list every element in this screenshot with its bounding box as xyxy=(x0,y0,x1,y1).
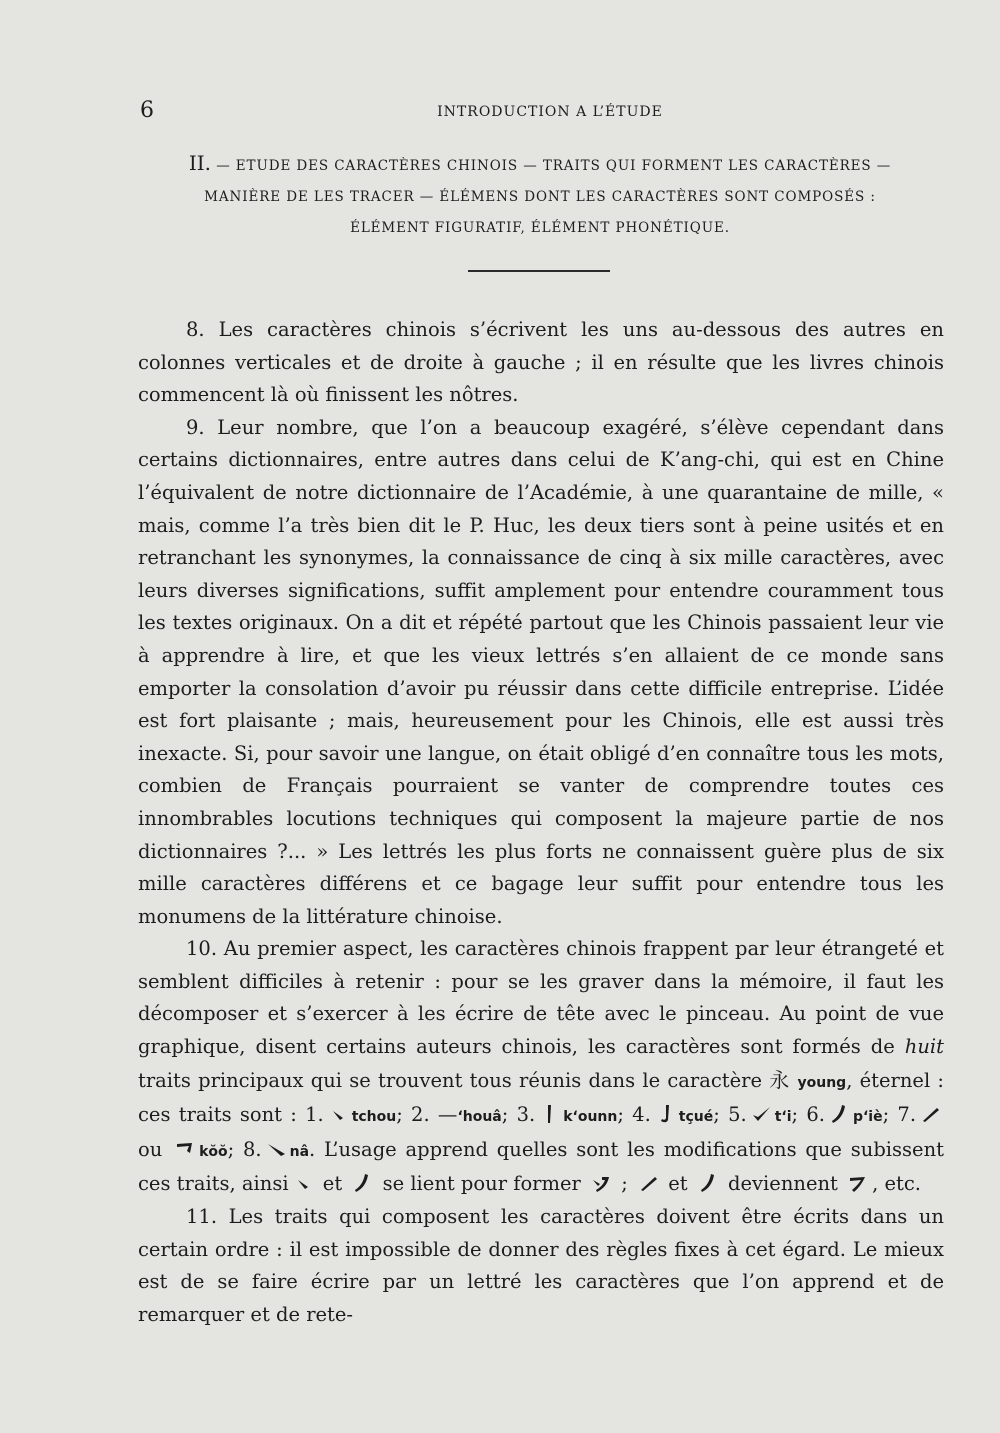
paragraph-11: 11. Les traits qui composent les caractères doivent être écrits dans un certain ordre : il est impossible de donner des règles fixes à cet égard. Le mieux est de se faire écrire par un lettré les caractères que l’on apprend et de remarquer et de rete- xyxy=(138,1205,944,1326)
rising-stroke-icon xyxy=(750,1103,772,1125)
hook-stroke-icon xyxy=(654,1103,676,1125)
paragraph-9: 9. Leur nombre, que l’on a beaucoup exagéré, s’élève cependant dans certains dictionnaires, entre autres dans celui de K’ang-chi, qui est en Chine l’équivalent de notre dictionnaire de l’Académie, à une quarantaine de mille, « mais, comme l’a très bien dit le P. Huc, les deux tiers sont à peine usités et en retranchant les synonymes, la connaissance de cinq à six mille caractères, avec leurs diverses significations, suffit amplement pour entendre couramment tous les textes originaux. On a dit et répété partout que les Chinois passaient leur vie à apprendre à lire, et que les vieux lettrés s’en allaient de ce monde sans emporter la consolation d’avoir pu réussir dans cette difficile entreprise. L’idée est fort plaisante ; mais, heureusement pour les Chinois, elle est aussi très inexacte. Si, pour savoir une langue, on était obligé d’en connaître tous les mots, combien de Français pourraient se vanter de comprendre toutes ces innombrables locutions techniques qui composent la majeure partie de nos dictionnaires ?... » Les lettrés les plus forts ne connaissent guère plus de six mille caractères différens et ce bagage leur suffit pour entendre tous les monumens de la littérature chinoise. xyxy=(138,415,944,928)
page-number: 6 xyxy=(140,98,154,123)
left-falling-stroke-icon xyxy=(828,1103,850,1125)
running-head: INTRODUCTION A L’ÉTUDE xyxy=(437,104,663,120)
yong-character: 永 xyxy=(769,1067,791,1092)
section-number: II. xyxy=(188,151,211,175)
short-left-stroke-icon xyxy=(919,1103,941,1125)
turning-stroke-icon xyxy=(847,1172,869,1194)
vertical-stroke-icon xyxy=(538,1103,560,1125)
paragraph-10: 10. Au premier aspect, les caractères chinois frappent par leur étrangeté et semblent difficiles à retenir : pour se les graver dans la mémoire, il faut les décomposer et s’exercer à les écrire de tête avec le pinceau. Au point de vue graphique, disent certains auteurs chinois, les caractères sont formés de huit traits principaux qui se trouvent tous réunis dans le caractère 永 young, éternel : ces traits sont : 1. tchou; 2. —‘houâ; 3. k‘ounn; 4. tçué; 5. t‘i; 6. p‘iè; 7. ou kŏŏ; 8. nâ. L’usage apprend quelles sont les modifications que subissent ces traits, ainsi et se lient pour former ; et deviennent , etc. xyxy=(138,937,944,1196)
section-heading-line-3: ÉLÉMENT FIGURATIF, ÉLÉMENT PHONÉTIQUE. xyxy=(350,220,730,236)
dot-stroke-icon xyxy=(327,1103,349,1125)
left-falling-stroke-icon xyxy=(697,1172,719,1194)
body-text xyxy=(138,314,944,1331)
short-left-stroke-icon xyxy=(637,1172,659,1194)
right-falling-stroke-icon xyxy=(265,1138,287,1160)
combined-stroke-icon xyxy=(590,1172,612,1194)
paragraph-8: 8. Les caractères chinois s’écrivent les uns au-dessous des autres en colonnes verticales et de droite à gauche ; il en résulte que les livres chinois commencent là où finissent les nôtres. xyxy=(138,318,944,407)
section-heading-line-2: MANIÈRE DE LES TRACER — ÉLÉMENS DONT LES CARACTÈRES SONT COMPOSÉS : xyxy=(204,189,876,205)
dot-stroke-icon xyxy=(292,1172,314,1194)
section-heading xyxy=(150,148,930,244)
heading-rule xyxy=(468,270,610,272)
section-heading-line-1: II. — ETUDE DES CARACTÈRES CHINOIS — TRAITS QUI FORMENT LES CARACTÈRES — xyxy=(188,151,892,175)
left-falling-stroke-icon xyxy=(351,1172,373,1194)
turning-stroke-icon xyxy=(174,1138,196,1160)
